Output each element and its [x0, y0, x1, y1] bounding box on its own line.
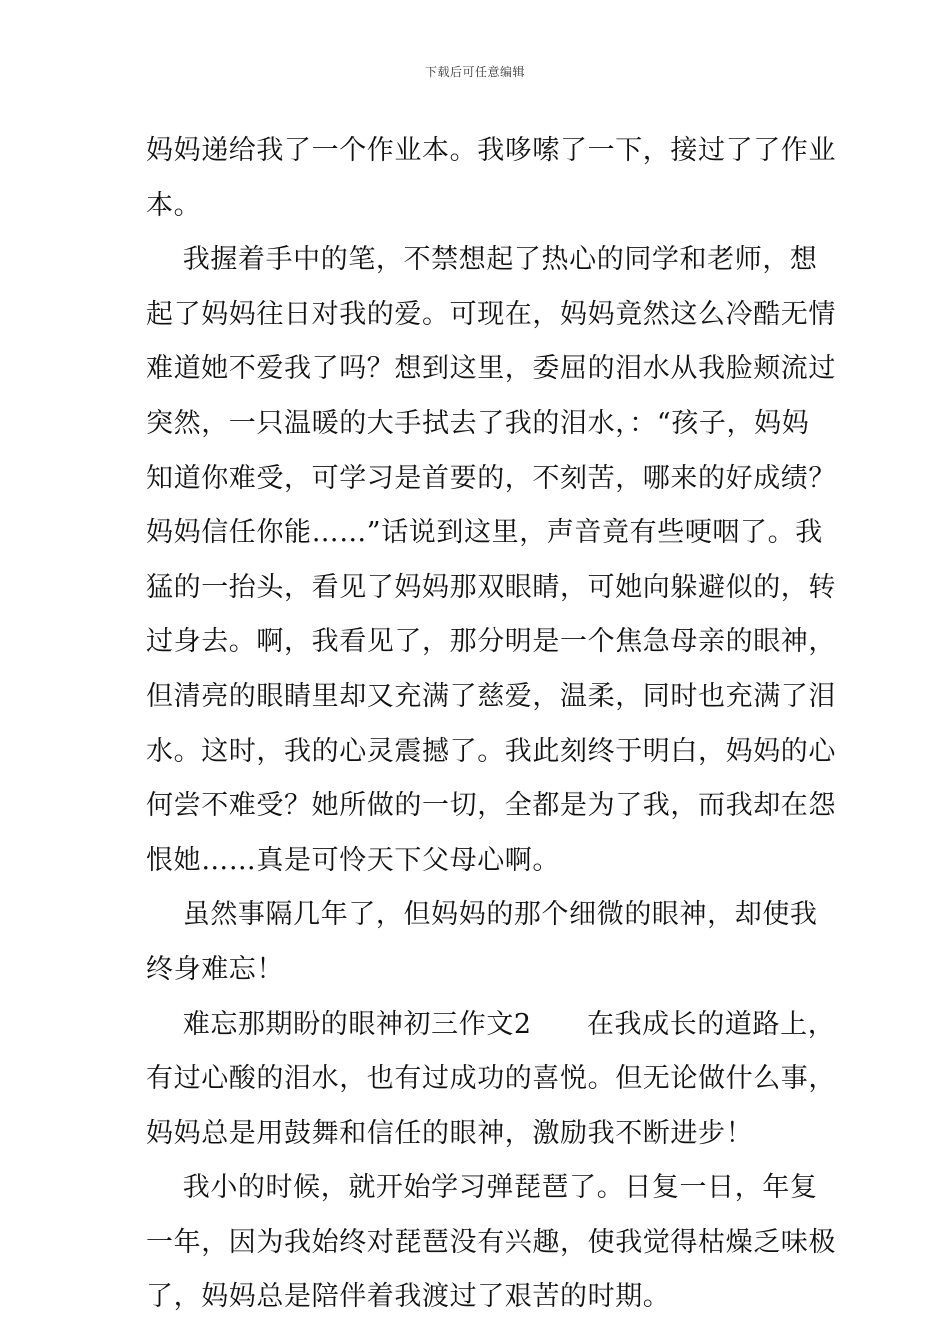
- text-line: 过身去。啊，我看见了，那分明是一个焦急母亲的眼神，: [146, 626, 836, 658]
- text-line: 有过心酸的泪水，也有过成功的喜悦。但无论做什么事，: [146, 1063, 836, 1095]
- essay-body: [146, 124, 836, 1325]
- text-line: 我小的时候，就开始学习弹琵琶了。日复一日，年复: [146, 1172, 818, 1204]
- text-line: 恨她……真是可怜天下父母心啊。: [146, 844, 560, 876]
- text-line: 水。这时，我的心灵震撼了。我此刻终于明白，妈妈的心: [146, 735, 836, 767]
- text-line: 妈妈总是用鼓舞和信任的眼神，激励我不断进步！: [146, 1117, 754, 1149]
- text-line: 了，妈妈总是陪伴着我渡过了艰苦的时期。: [146, 1281, 671, 1313]
- text-line: 本。: [146, 189, 202, 221]
- text-line: 何尝不难受？她所做的一切，全都是为了我，而我却在怨: [146, 790, 836, 822]
- text-line: 虽然事隔几年了，但妈妈的那个细微的眼神，却使我: [146, 899, 818, 931]
- text-line: 终身难忘！: [146, 953, 284, 985]
- text-line: 我握着手中的笔，不禁想起了热心的同学和老师，想: [146, 244, 818, 276]
- text-line: 猛的一抬头，看见了妈妈那双眼睛，可她向躲避似的，转: [146, 571, 836, 603]
- text-line: 妈妈信任你能……”话说到这里，声音竟有些哽咽了。我: [146, 517, 823, 549]
- text-line: 知道你难受，可学习是首要的，不刻苦，哪来的好成绩？: [146, 462, 836, 494]
- text-line: 妈妈递给我了一个作业本。我哆嗦了一下，接过了了作业: [146, 135, 836, 166]
- text-line: 突然，一只温暖的大手拭去了我的泪水，：“孩子，妈妈: [146, 407, 810, 439]
- text-line: 难道她不爱我了吗？想到这里，委屈的泪水从我脸颊流过: [146, 353, 836, 385]
- text-line: 一年，因为我始终对琵琶没有兴趣，使我觉得枯燥乏味极: [146, 1226, 836, 1258]
- text-line: 起了妈妈往日对我的爱。可现在，妈妈竟然这么冷酷无情: [146, 298, 836, 330]
- text-line: 但清亮的眼睛里却又充满了慈爱，温柔，同时也充满了泪: [146, 680, 836, 712]
- text-line: 难忘那期盼的眼神初三作文2 在我成长的道路上，: [146, 1008, 836, 1040]
- page-header-note: 下载后可任意编辑: [424, 65, 525, 79]
